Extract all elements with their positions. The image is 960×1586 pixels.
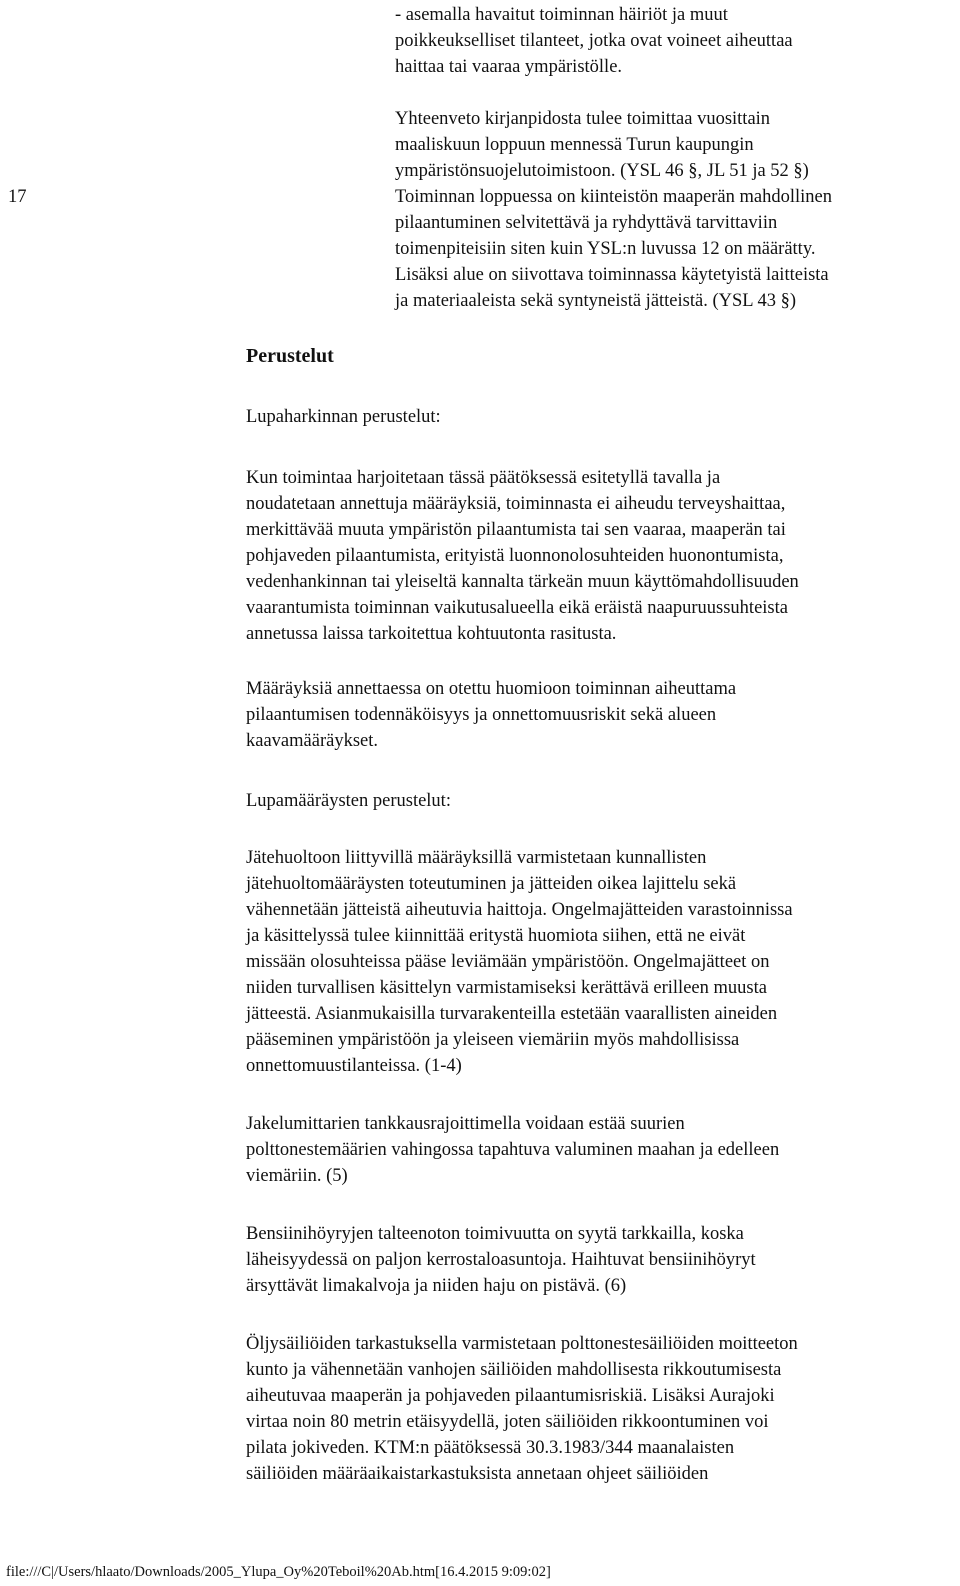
text-line: maaliskuun loppuun mennessä Turun kaupungin: [395, 135, 754, 155]
text-line: merkittävää muuta ympäristön pilaantumista tai sen vaaraa, maaperän tai: [246, 520, 786, 540]
text-line: niiden turvallisen käsittelyn varmistamiseksi kerättävä erilleen muusta: [246, 978, 767, 998]
text-line: annetussa laissa tarkoitettua kohtuutonta rasitusta.: [246, 624, 617, 644]
text-line: Bensiinihöyryjen talteenoton toimivuutta on syytä tarkkailla, koska: [246, 1224, 744, 1244]
text-line: vähennetään jätteistä aiheutuvia haittoja. Ongelmajätteiden varastoinnissa: [246, 900, 793, 920]
text-line: toimenpiteisiin siten kuin YSL:n luvussa 12 on määrätty.: [395, 239, 816, 259]
text-line: - asemalla havaitut toiminnan häiriöt ja muut: [395, 5, 728, 25]
text-line: aiheutuvaa maaperän ja pohjaveden pilaantumisriskiä. Lisäksi Aurajoki: [246, 1386, 775, 1406]
text-line: Jätehuoltoon liittyvillä määräyksillä varmistetaan kunnallisten: [246, 848, 707, 868]
item-number-17: 17: [8, 187, 27, 207]
continued-list-item: [395, 2, 793, 80]
text-line: jätehuoltomääräysten toteutuminen ja jätteiden oikea lajittelu sekä: [246, 874, 737, 894]
text-line: vedenhankinnan tai yleiseltä kannalta tärkeän muun käyttömahdollisuuden: [246, 572, 799, 592]
text-line: virtaa noin 80 metrin etäisyydellä, joten säiliöiden rikkoontuminen voi: [246, 1412, 769, 1432]
text-line: vaarantumista toiminnan vaikutusalueella eikä eräistä naapuruussuhteista: [246, 598, 788, 618]
subheading-lupaharkinnan-perustelut: Lupaharkinnan perustelut:: [246, 407, 441, 427]
text-line: läheisyydessä on paljon kerrostaloasuntoja. Haihtuvat bensiinihöyryt: [246, 1250, 756, 1270]
paragraph: [246, 845, 793, 1079]
text-line: Toiminnan loppuessa on kiinteistön maaperän mahdollinen: [395, 187, 832, 207]
text-line: pilata jokiveden. KTM:n päätöksessä 30.3.1983/344 maanalaisten: [246, 1438, 735, 1458]
text-line: Määräyksiä annettaessa on otettu huomioon toiminnan aiheuttama: [246, 679, 737, 699]
text-line: ja materiaaleista sekä syntyneistä jätteistä. (YSL 43 §): [395, 291, 797, 311]
text-line: Kun toimintaa harjoitetaan tässä päätöksessä esitetyllä tavalla ja: [246, 468, 721, 488]
text-line: ärsyttävät limakalvoja ja niiden haju on pistävä. (6): [246, 1276, 627, 1296]
text-line: ja käsittelyssä tulee kiinnittää eritystä huomiota siihen, että ne eivät: [246, 926, 746, 946]
text-line: kunto ja vähennetään vanhojen säiliöiden mahdollisesta rikkoutumisesta: [246, 1360, 782, 1380]
text-line: pääseminen ympäristöön ja yleiseen viemäriin myös mahdollisissa: [246, 1030, 740, 1050]
text-line: Öljysäiliöiden tarkastuksella varmistetaan polttonestesäiliöiden moitteeton: [246, 1334, 798, 1354]
text-line: noudatetaan annettuja määräyksiä, toiminnasta ei aiheudu terveyshaittaa,: [246, 494, 786, 514]
subheading-lupamaaraysten-perustelut: Lupamääräysten perustelut:: [246, 791, 451, 811]
text-line: onnettomuustilanteissa. (1-4): [246, 1056, 462, 1076]
text-line: kaavamääräykset.: [246, 731, 378, 751]
paragraph: [246, 1331, 798, 1487]
text-line: polttonestemäärien vahingossa tapahtuva valuminen maahan ja edelleen: [246, 1140, 780, 1160]
paragraph: [246, 465, 799, 647]
text-line: viemäriin. (5): [246, 1166, 348, 1186]
text-line: säiliöiden määräaikaistarkastuksista annetaan ohjeet säiliöiden: [246, 1464, 709, 1484]
print-footer-file-path: file:///C|/Users/hlaato/Downloads/2005_Ylupa_Oy%20Teboil%20Ab.htm[16.4.2015 9:09:02]: [6, 1564, 551, 1580]
text-line: poikkeukselliset tilanteet, jotka ovat voineet aiheuttaa: [395, 31, 793, 51]
paragraph: [246, 1221, 756, 1299]
text-line: Yhteenveto kirjanpidosta tulee toimittaa vuosittain: [395, 109, 771, 129]
text-line: missään olosuhteissa pääse leviämään ympäristöön. Ongelmajätteet on: [246, 952, 770, 972]
summary-paragraph: [395, 106, 809, 184]
text-line: pohjaveden pilaantumista, erityistä luonnonolosuhteiden huonontumista,: [246, 546, 784, 566]
paragraph: [246, 676, 736, 754]
text-line: Jakelumittarien tankkausrajoittimella voidaan estää suurien: [246, 1114, 685, 1134]
section-heading-perustelut: Perustelut: [246, 345, 334, 367]
text-line: jätteestä. Asianmukaisilla turvarakenteilla estetään vaarallisten aineiden: [246, 1004, 778, 1024]
paragraph: [246, 1111, 779, 1189]
text-line: ympäristönsuojelutoimistoon. (YSL 46 §, JL 51 ja 52 §): [395, 161, 809, 181]
text-line: haittaa tai vaaraa ympäristölle.: [395, 57, 623, 77]
text-line: pilaantumisen todennäköisyys ja onnettomuusriskit sekä alueen: [246, 705, 717, 725]
text-line: Lisäksi alue on siivottava toiminnassa käytetyistä laitteista: [395, 265, 829, 285]
item-17-text: [395, 184, 832, 314]
text-line: pilaantuminen selvitettävä ja ryhdyttävä tarvittaviin: [395, 213, 778, 233]
